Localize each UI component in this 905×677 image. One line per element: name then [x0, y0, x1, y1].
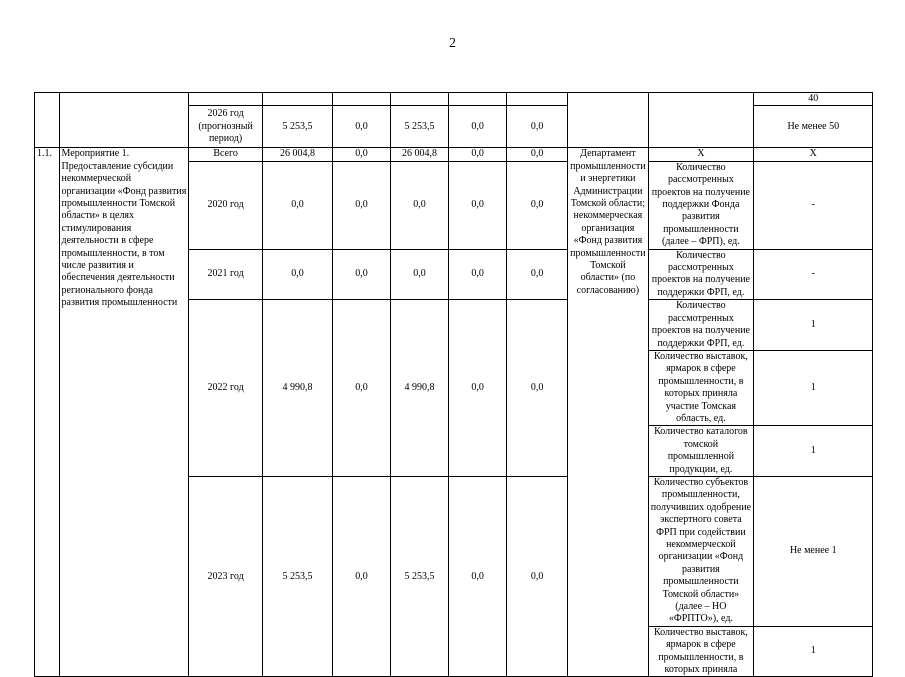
local-cell: 0,0 — [449, 300, 507, 477]
executor-cell: Департамент промышленности и энергетики Администрации Томской области; некоммерческая организация «Фонд развития промышленности Томской области» (по согласованию) — [568, 148, 648, 677]
regional-cell: 4 990,8 — [390, 300, 449, 477]
other-cell: 0,0 — [506, 106, 567, 148]
other-cell: 0,0 — [506, 249, 567, 300]
indicator-cell: Х — [648, 148, 754, 161]
other-cell: 0,0 — [506, 148, 567, 161]
indicator-cell: Количество рассмотренных проектов на получение поддержки ФРП, ед. — [648, 300, 754, 351]
program-measures-table — [34, 92, 905, 677]
regional-cell — [390, 93, 449, 106]
local-cell — [449, 93, 507, 106]
measure-title: Мероприятие 1. — [61, 148, 130, 160]
indicator-value-cell: 1 — [754, 350, 873, 425]
indicator-value-cell: 40 — [754, 93, 873, 106]
indicator-cell: Количество выставок, ярмарок в сфере промышленности, в которых приняла — [648, 626, 754, 677]
total-cell: 0,0 — [262, 161, 332, 249]
indicator-cell: Количество каталогов томской промышленной продукции, ед. — [648, 426, 754, 477]
federal-cell: 0,0 — [333, 249, 391, 300]
indicator-cell: Количество рассмотренных проектов на получение поддержки Фонда развития промышленности (далее – ФРП), ед. — [648, 161, 754, 249]
local-cell: 0,0 — [449, 249, 507, 300]
period-cell: 2021 год — [189, 249, 262, 300]
indicator-value-cell: - — [754, 161, 873, 249]
indicator-value-cell: Не менее 1 — [754, 476, 873, 626]
total-cell: 26 004,8 — [262, 148, 332, 161]
measure-description-cell — [59, 148, 189, 677]
other-cell: 0,0 — [506, 161, 567, 249]
period-cell: 2023 год — [189, 476, 262, 677]
other-cell: 0,0 — [506, 300, 567, 477]
indicator-value-cell: - — [754, 249, 873, 300]
measure-description-cell — [59, 93, 189, 148]
federal-cell: 0,0 — [333, 476, 391, 677]
federal-cell: 0,0 — [333, 161, 391, 249]
indicator-cell: Количество рассмотренных проектов на получение поддержки ФРП, ед. — [648, 249, 754, 300]
federal-cell: 0,0 — [333, 148, 391, 161]
table-row — [35, 148, 905, 161]
measure-description: Предоставление субсидии некоммерческой организации «Фонд развития промышленности Томской области» в целях стимулирования деятельности в сфере промышленности, в том числе развития и обеспечения деятельности регионального фонда развития промышленности — [61, 160, 187, 309]
total-cell: 5 253,5 — [262, 476, 332, 677]
indicator-value-cell: 1 — [754, 426, 873, 477]
page-number: 2 — [449, 36, 456, 51]
total-cell: 0,0 — [262, 249, 332, 300]
regional-cell: 0,0 — [390, 249, 449, 300]
regional-cell: 0,0 — [390, 161, 449, 249]
period-cell — [189, 93, 262, 106]
federal-cell: 0,0 — [333, 106, 391, 148]
indicator-value-cell: Х — [754, 148, 873, 161]
local-cell: 0,0 — [449, 148, 507, 161]
indicator-cell — [648, 93, 754, 148]
other-cell — [506, 93, 567, 106]
federal-cell — [333, 93, 391, 106]
other-cell: 0,0 — [506, 476, 567, 677]
total-cell: 4 990,8 — [262, 300, 332, 477]
regional-cell: 26 004,8 — [390, 148, 449, 161]
measure-number-cell — [35, 93, 60, 148]
indicator-value-cell: 1 — [754, 300, 873, 351]
period-cell: 2022 год — [189, 300, 262, 477]
regional-cell: 5 253,5 — [390, 476, 449, 677]
local-cell: 0,0 — [449, 106, 507, 148]
total-cell — [262, 93, 332, 106]
regional-cell: 5 253,5 — [390, 106, 449, 148]
federal-cell: 0,0 — [333, 300, 391, 477]
measure-number-cell: 1.1. — [35, 148, 60, 677]
executor-cell — [568, 93, 648, 148]
table-row — [35, 93, 905, 106]
period-cell: Всего — [189, 148, 262, 161]
indicator-cell: Количество субъектов промышленности, получивших одобрение экспертного совета ФРП при содействии некоммерческой организации «Фонд развития промышленности Томской области» (далее – НО «ФРПТО»), ед. — [648, 476, 754, 626]
indicator-cell: Количество выставок, ярмарок в сфере промышленности, в которых приняла участие Томская область, ед. — [648, 350, 754, 425]
period-cell: 2026 год (прогнозный период) — [189, 106, 262, 148]
period-cell: 2020 год — [189, 161, 262, 249]
local-cell: 0,0 — [449, 161, 507, 249]
local-cell: 0,0 — [449, 476, 507, 677]
total-cell: 5 253,5 — [262, 106, 332, 148]
indicator-value-cell: 1 — [754, 626, 873, 677]
indicator-value-cell: Не менее 50 — [754, 106, 873, 148]
